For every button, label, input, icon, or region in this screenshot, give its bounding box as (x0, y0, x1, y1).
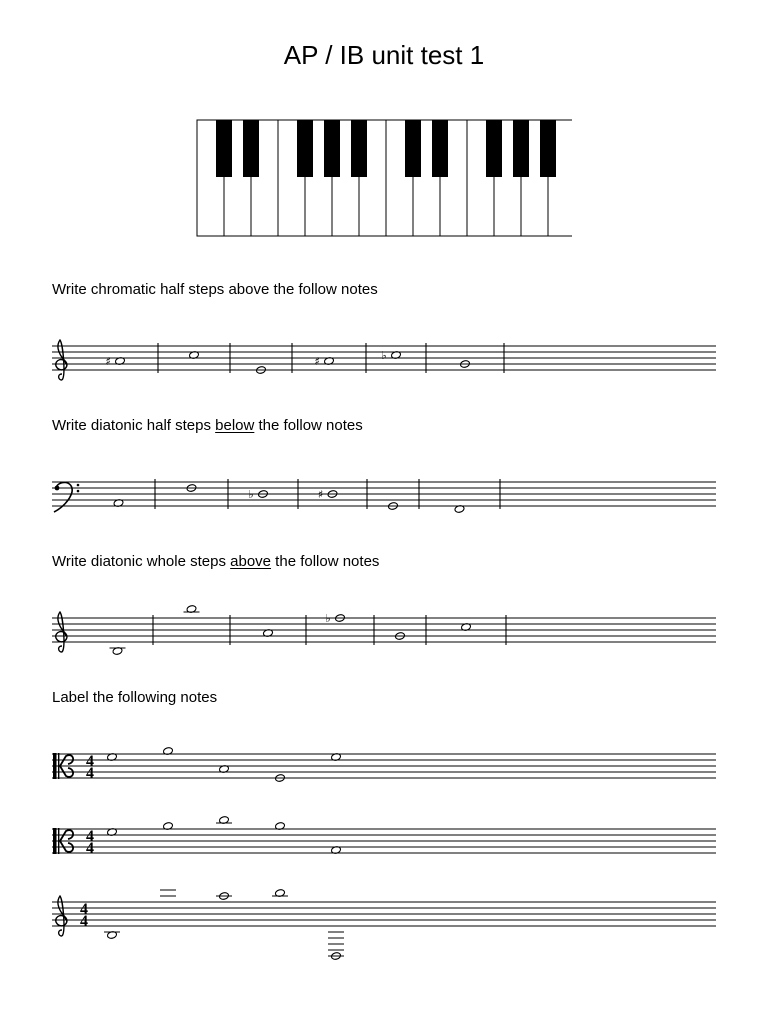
whole-note (184, 605, 200, 614)
sharp-icon: ♯ (317, 488, 324, 501)
piano-black-key (216, 120, 232, 177)
piano-black-key (405, 120, 421, 177)
time-signature-digit: 4 (80, 913, 88, 930)
piano-black-key (297, 120, 313, 177)
instruction-chromatic-half-steps: Write chromatic half steps above the follow notes (52, 281, 378, 298)
piano-keyboard (196, 119, 572, 237)
time-signature-digit: 4 (86, 828, 94, 845)
piano-black-key (432, 120, 448, 177)
sharp-icon: ♯ (314, 355, 320, 368)
time-signature-digit: 4 (86, 840, 94, 857)
instruction-diatonic-whole-steps-above: Write diatonic whole steps above the follow notes (52, 553, 380, 570)
page-title: AP / IB unit test 1 (283, 40, 485, 70)
instruction-label-notes: Label the following notes (52, 689, 218, 706)
flat-icon: ♭ (381, 349, 387, 362)
time-signature-digit: 4 (86, 765, 94, 782)
staff-label-notes-3 (0, 888, 768, 978)
flat-icon: ♭ (325, 612, 331, 625)
piano-black-key (513, 120, 529, 177)
whole-note (104, 931, 120, 940)
staff-diatonic-whole-steps-above (0, 604, 768, 666)
whole-note (314, 355, 334, 368)
staff-chromatic-half-steps (0, 332, 768, 394)
staff-label-notes-2 (0, 815, 768, 877)
whole-note (110, 647, 126, 656)
whole-note (216, 816, 232, 825)
whole-note (272, 889, 288, 898)
whole-note (160, 888, 176, 896)
time-signature-digit: 4 (80, 901, 88, 918)
whole-note (381, 349, 401, 362)
piano-black-key (324, 120, 340, 177)
instruction-diatonic-half-steps-below: Write diatonic half steps below the follow notes (52, 417, 363, 434)
flat-icon: ♭ (248, 488, 254, 501)
staff-diatonic-half-steps-below (0, 468, 768, 530)
whole-note (328, 932, 344, 960)
sharp-icon: ♯ (105, 355, 111, 368)
bass-clef-icon (54, 482, 79, 512)
time-signature-digit: 4 (86, 753, 94, 770)
piano-black-key (351, 120, 367, 177)
piano-black-key (243, 120, 259, 177)
piano-black-key (486, 120, 502, 177)
piano-black-key (540, 120, 556, 177)
whole-note (105, 355, 125, 368)
staff-label-notes-1 (0, 740, 768, 802)
whole-note (216, 892, 232, 901)
